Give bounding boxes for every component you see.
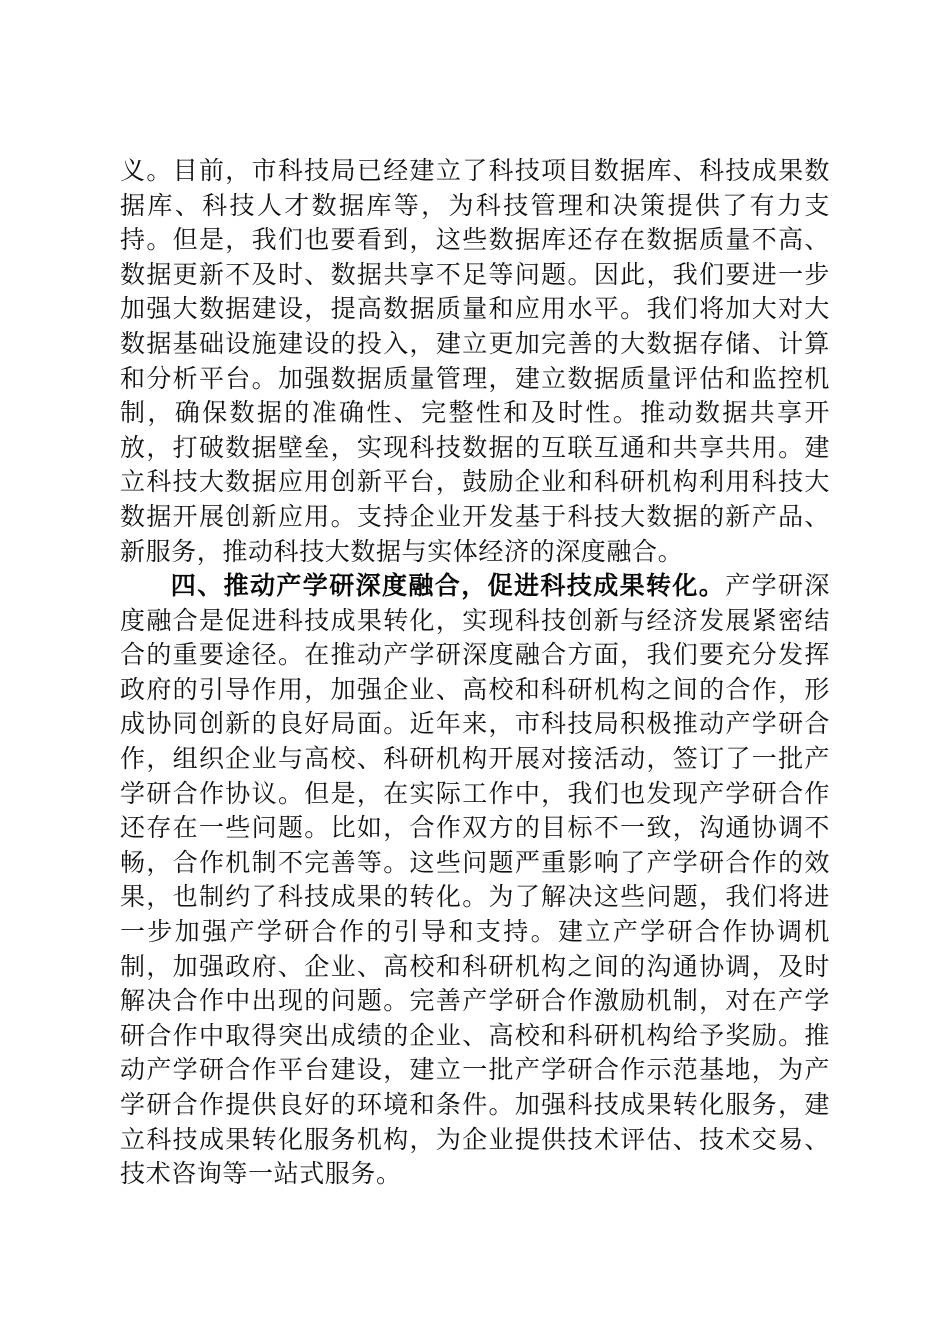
section-heading: 四、推动产学研深度融合，促进科技成果转化。 [170, 571, 726, 600]
paragraph-body: 义。目前，市科技局已经建立了科技项目数据库、科技成果数据库、科技人才数据库等，为科技管理和决策提供了有力支持。但是，我们也要看到，这些数据库还存在数据质量不高、数据更新不及时、数据共享不足等问题。因此，我们要进一步加强大数据建设，提高数据质量和应用水平。我们将加大对大数据基础设施建设的投入，建立更加完善的大数据存储、计算和分析平台。加强数据质量管理，建立数据质量评估和监控机制，确保数据的准确性、完整性和及时性。推动数据共享开放，打破数据壁垒，实现科技数据的互联互通和共享共用。建立科技大数据应用创新平台，鼓励企业和科研机构利用科技大数据开展创新应用。支持企业开发基于科技大数据的新产品、新服务，推动科技大数据与实体经济的深度融合。 [120, 156, 830, 566]
paragraph-continuation [120, 154, 830, 569]
paragraph-section-four [120, 569, 830, 1192]
paragraph-body: 产学研深度融合是促进科技成果转化，实现科技创新与经济发展紧密结合的重要途径。在推动产学研深度融合方面，我们要充分发挥政府的引导作用，加强企业、高校和科研机构之间的合作，形成协同创新的良好局面。近年来，市科技局积极推动产学研合作，组织企业与高校、科研机构开展对接活动，签订了一批产学研合作协议。但是，在实际工作中，我们也发现产学研合作还存在一些问题。比如，合作双方的目标不一致，沟通协调不畅，合作机制不完善等。这些问题严重影响了产学研合作的效果，也制约了科技成果的转化。为了解决这些问题，我们将进一步加强产学研合作的引导和支持。建立产学研合作协调机制，加强政府、企业、高校和科研机构之间的沟通协调，及时解决合作中出现的问题。完善产学研合作激励机制，对在产学研合作中取得突出成绩的企业、高校和科研机构给予奖励。推动产学研合作平台建设，建立一批产学研合作示范基地，为产学研合作提供良好的环境和条件。加强科技成果转化服务，建立科技成果转化服务机构，为企业提供技术评估、技术交易、技术咨询等一站式服务。 [120, 571, 831, 1189]
